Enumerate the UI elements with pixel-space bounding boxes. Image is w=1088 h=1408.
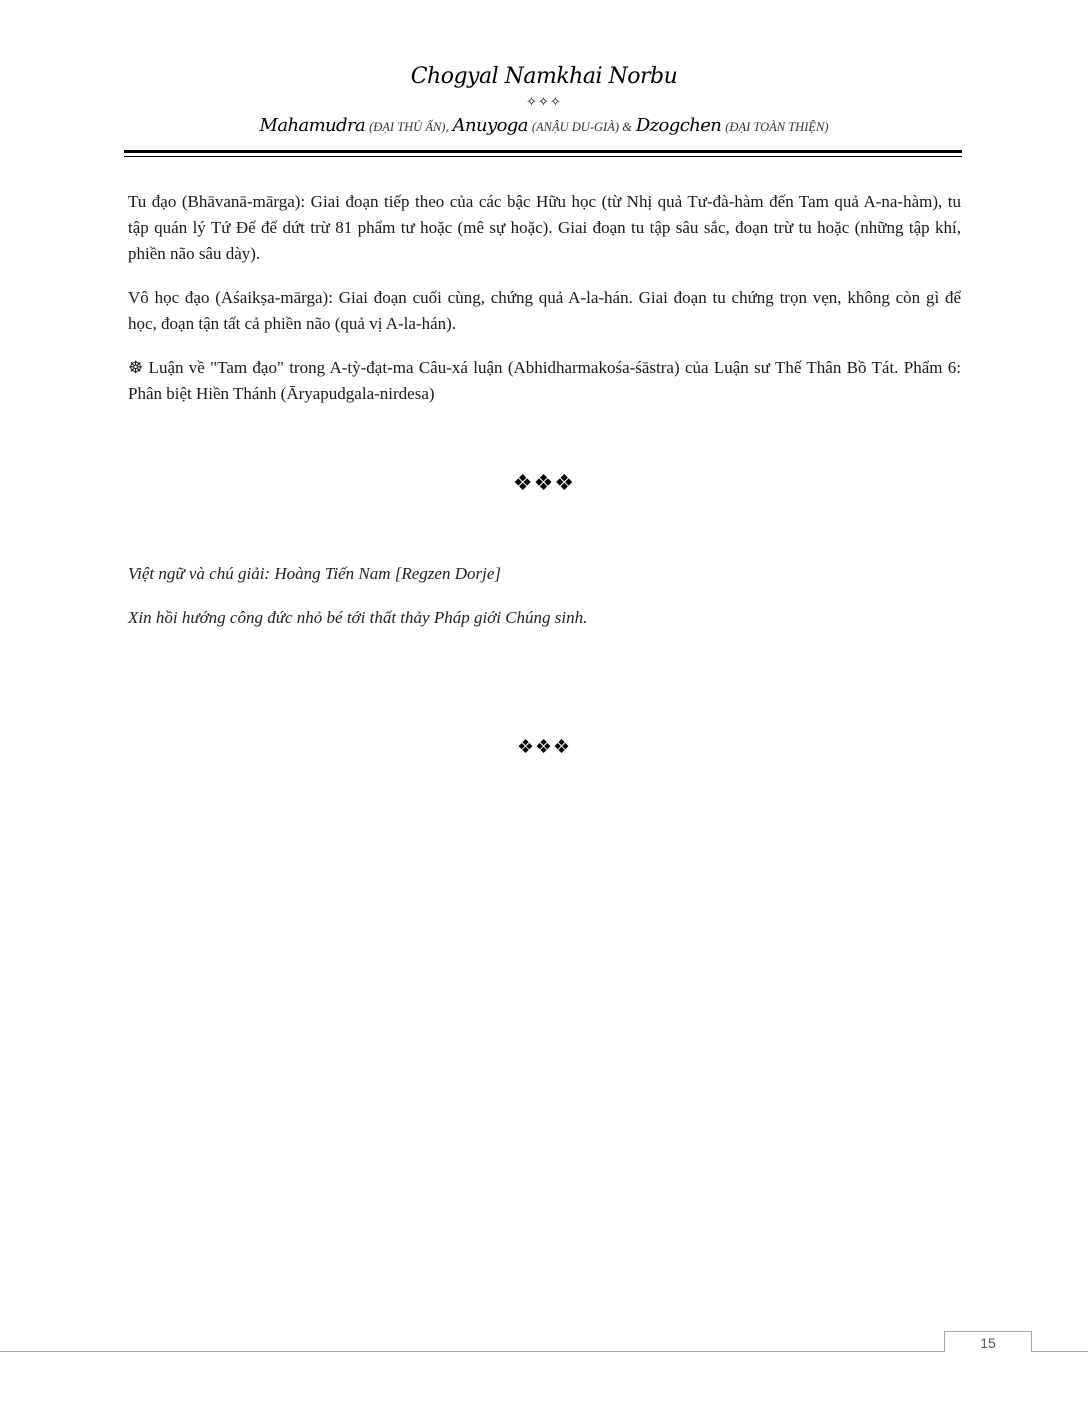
subtitle-mahamudra-note: (ĐẠI THỦ ẤN),	[369, 120, 449, 134]
paragraph-luan-tam-dao: ☸ Luận về "Tam đạo" trong A-tỳ-đạt-ma Câu-xá luận (Abhidharmakośa-śāstra) của Luận sư Thế Thân Bồ Tát. Phẩm 6: Phân biệt Hiền Thánh (Āryapudgala-nirdesa)	[128, 358, 961, 403]
subtitle-anuyoga: Anuyoga	[452, 115, 528, 136]
divider-ornament: ❖❖❖	[512, 470, 576, 495]
paragraph-tu-dao: Tu đạo (Bhāvanā-mārga): Giai đoạn tiếp theo của các bậc Hữu học (từ Nhị quả Tư-đà-hàm đến Tam quả A-na-hàm), tu tập quán lý Tứ Đế để dứt trừ 81 phẩm tư hoặc (mê sự hoặc). Giai đoạn tu tập sâu sắc, đoạn trừ tu hoặc (những tập khí, phiền não sâu dày).	[128, 192, 961, 263]
header-ornament: ✧✧✧	[526, 94, 562, 109]
subtitle-dzogchen: Dzogchen	[635, 115, 722, 136]
translator-credit: Việt ngữ và chú giải: Hoàng Tiến Nam [Regzen Dorje]	[128, 564, 501, 583]
credits-section	[128, 561, 961, 649]
header-author: Chogyal Namkhai Norbu	[410, 64, 678, 89]
subtitle-dzogchen-note: (ĐẠI TOÀN THIỆN)	[725, 120, 829, 134]
dedication-line: Xin hồi hướng công đức nhỏ bé tới thất thảy Pháp giới Chúng sinh.	[128, 608, 588, 627]
header-subtitle	[0, 114, 1088, 139]
header-rule-thin	[124, 156, 962, 157]
page-header	[0, 62, 1088, 139]
subtitle-anuyoga-note: (ANẬU DU-GIÀ) &	[531, 120, 632, 134]
footer-rule	[0, 1351, 1088, 1352]
page-number: 15	[980, 1335, 996, 1351]
body-content	[128, 189, 961, 425]
paragraph-vo-hoc-dao: Vô học đạo (Aśaikṣa-mārga): Giai đoạn cuối cùng, chứng quả A-la-hán. Giai đoạn tu chứng trọn vẹn, không còn gì để học, đoạn tận tất cả phiền não (quả vị A-la-hán).	[128, 288, 961, 333]
header-rule-thick	[124, 150, 962, 153]
subtitle-mahamudra: Mahamudra	[259, 115, 366, 136]
end-ornament: ❖❖❖	[516, 737, 572, 758]
